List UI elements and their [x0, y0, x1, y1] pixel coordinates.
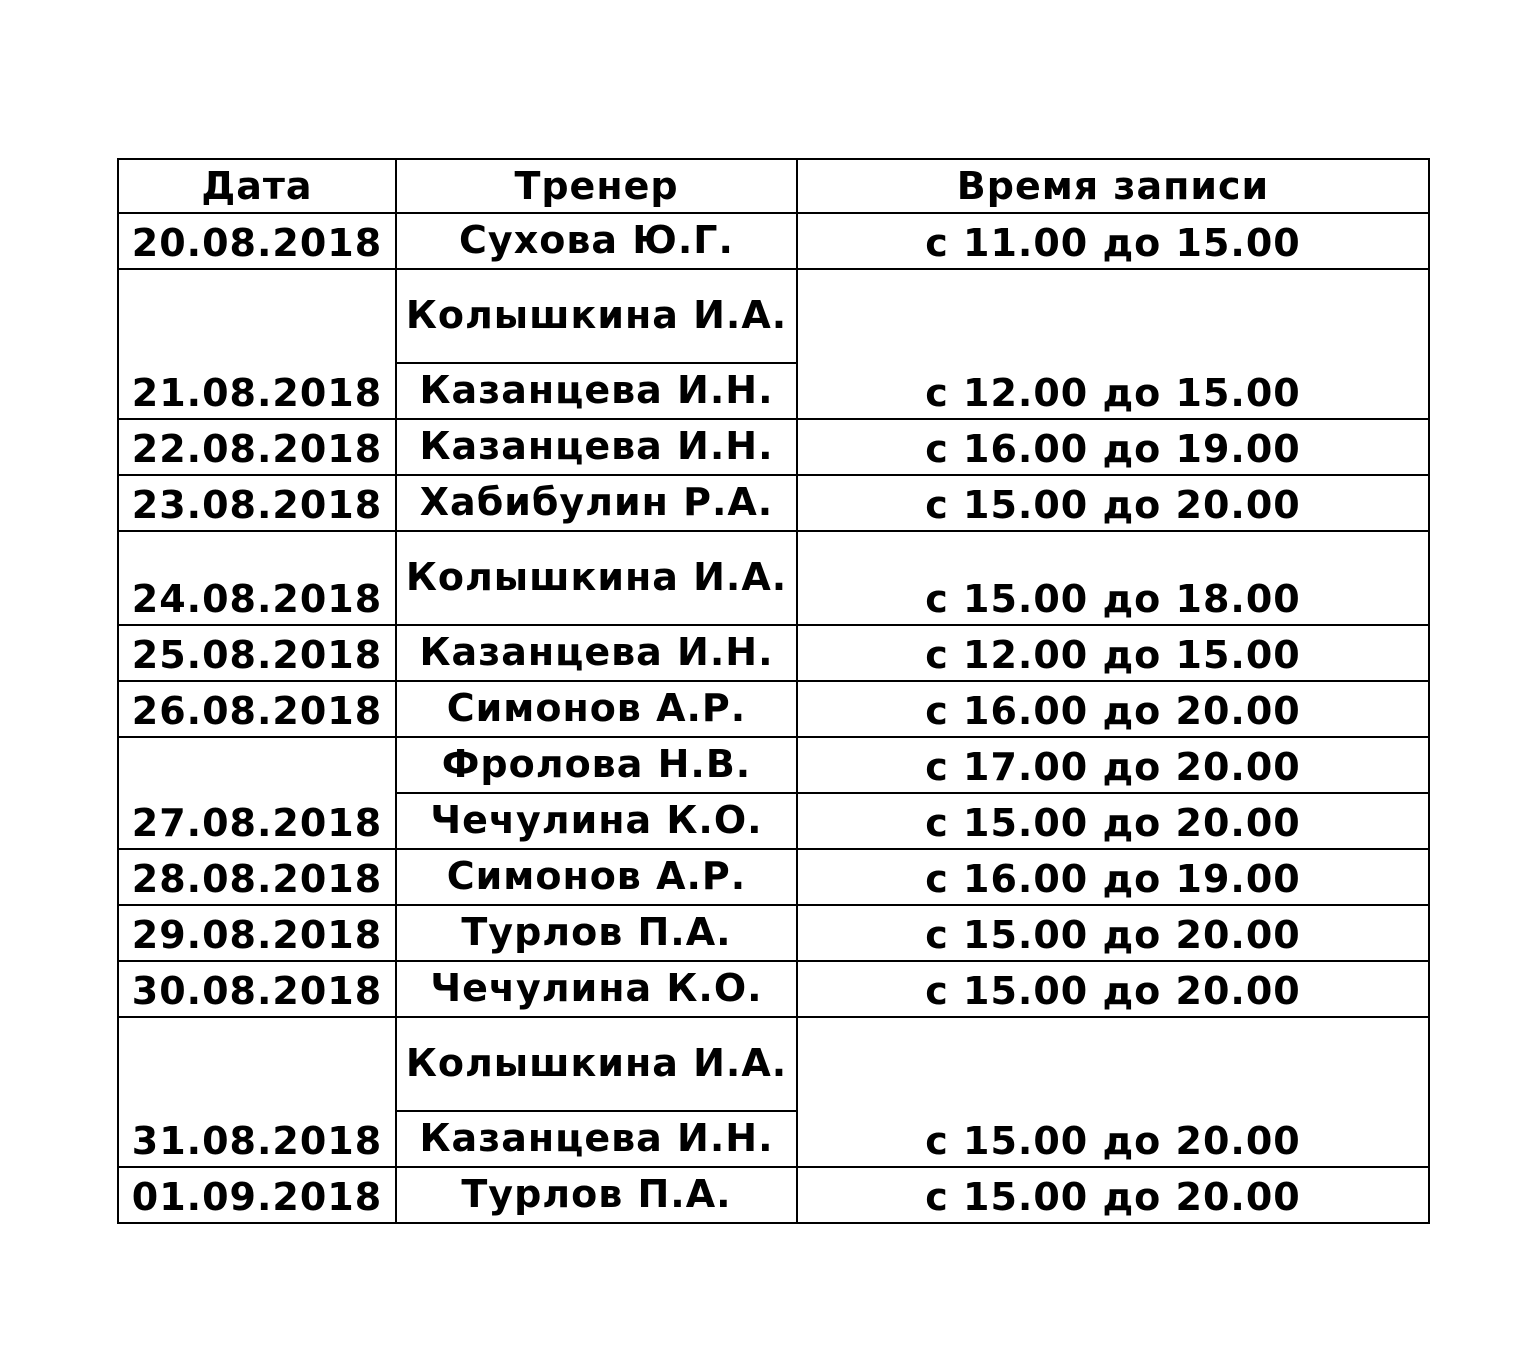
table-row	[118, 961, 1429, 1017]
table-row	[118, 269, 1429, 363]
time-cell: с 11.00 до 15.00	[797, 213, 1429, 269]
date-cell: 28.08.2018	[118, 849, 396, 905]
trainer-cell: Сухова Ю.Г.	[396, 213, 797, 269]
table-header	[118, 159, 1429, 213]
header-row	[118, 159, 1429, 213]
time-cell: с 15.00 до 20.00	[797, 961, 1429, 1017]
time-cell: с 15.00 до 20.00	[797, 1017, 1429, 1167]
trainer-cell: Казанцева И.Н.	[396, 625, 797, 681]
time-cell: с 16.00 до 19.00	[797, 419, 1429, 475]
table-row	[118, 419, 1429, 475]
trainer-cell: Чечулина К.О.	[396, 793, 797, 849]
trainer-cell: Симонов А.Р.	[396, 849, 797, 905]
table-row	[118, 625, 1429, 681]
date-cell: 27.08.2018	[118, 737, 396, 849]
date-cell: 26.08.2018	[118, 681, 396, 737]
table-row	[118, 737, 1429, 793]
time-cell: с 15.00 до 20.00	[797, 475, 1429, 531]
time-cell: с 15.00 до 18.00	[797, 531, 1429, 625]
trainer-cell: Колышкина И.А.	[396, 269, 797, 363]
date-cell: 24.08.2018	[118, 531, 396, 625]
date-cell: 01.09.2018	[118, 1167, 396, 1223]
trainer-cell: Турлов П.А.	[396, 905, 797, 961]
table-row	[118, 681, 1429, 737]
time-cell: с 15.00 до 20.00	[797, 793, 1429, 849]
table-row	[118, 213, 1429, 269]
trainer-cell: Колышкина И.А.	[396, 531, 797, 625]
header-time: Время записи	[797, 159, 1429, 213]
date-cell: 21.08.2018	[118, 269, 396, 419]
time-cell: с 12.00 до 15.00	[797, 269, 1429, 419]
header-trainer: Тренер	[396, 159, 797, 213]
trainer-cell: Колышкина И.А.	[396, 1017, 797, 1111]
trainer-cell: Казанцева И.Н.	[396, 363, 797, 419]
time-cell: с 16.00 до 20.00	[797, 681, 1429, 737]
trainer-cell: Казанцева И.Н.	[396, 419, 797, 475]
trainer-cell: Симонов А.Р.	[396, 681, 797, 737]
date-cell: 23.08.2018	[118, 475, 396, 531]
date-cell: 20.08.2018	[118, 213, 396, 269]
table-row	[118, 1167, 1429, 1223]
time-cell: с 15.00 до 20.00	[797, 905, 1429, 961]
trainer-cell: Казанцева И.Н.	[396, 1111, 797, 1167]
trainer-cell: Чечулина К.О.	[396, 961, 797, 1017]
table-row	[118, 849, 1429, 905]
date-cell: 22.08.2018	[118, 419, 396, 475]
schedule-table	[117, 158, 1430, 1224]
date-cell: 31.08.2018	[118, 1017, 396, 1167]
trainer-cell: Фролова Н.В.	[396, 737, 797, 793]
time-cell: с 12.00 до 15.00	[797, 625, 1429, 681]
table-row	[118, 531, 1429, 625]
header-date: Дата	[118, 159, 396, 213]
date-cell: 25.08.2018	[118, 625, 396, 681]
trainer-cell: Хабибулин Р.А.	[396, 475, 797, 531]
table-row	[118, 475, 1429, 531]
table-body	[118, 213, 1429, 1223]
time-cell: с 15.00 до 20.00	[797, 1167, 1429, 1223]
date-cell: 29.08.2018	[118, 905, 396, 961]
time-cell: с 17.00 до 20.00	[797, 737, 1429, 793]
date-cell: 30.08.2018	[118, 961, 396, 1017]
time-cell: с 16.00 до 19.00	[797, 849, 1429, 905]
table-row	[118, 905, 1429, 961]
trainer-cell: Турлов П.А.	[396, 1167, 797, 1223]
table-row	[118, 1017, 1429, 1111]
